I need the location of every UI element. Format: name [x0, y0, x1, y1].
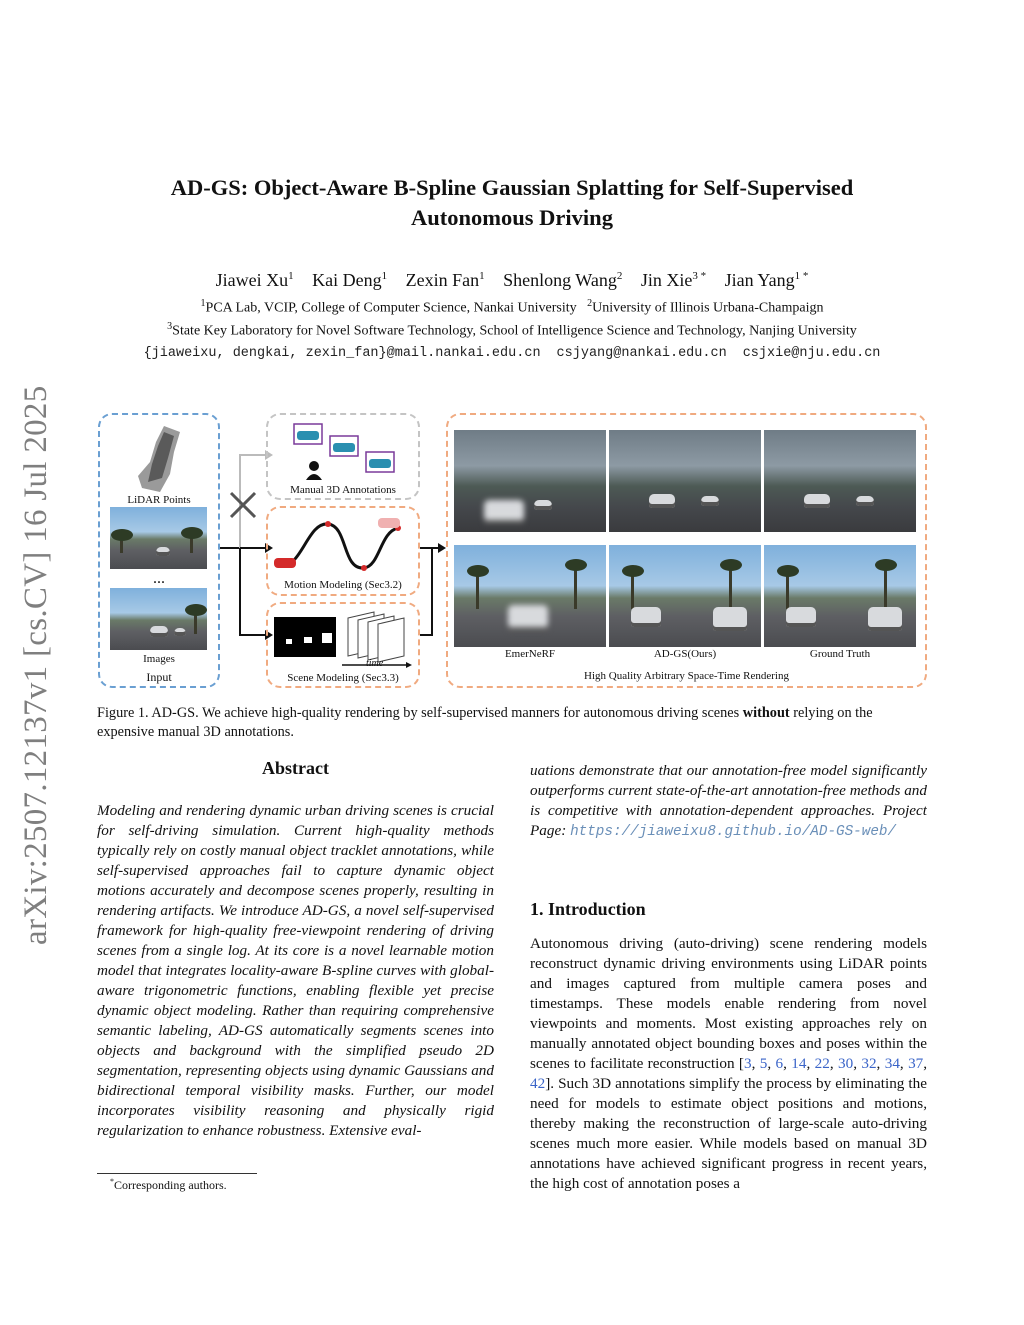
citation-link[interactable]: 37	[908, 1055, 924, 1072]
title-line-2: Autonomous Driving	[411, 205, 613, 230]
result-adgs-top	[609, 430, 761, 532]
abstract-text-right	[530, 761, 927, 861]
visibility-mask-stack-icon	[346, 610, 412, 664]
result-emernerf-top	[454, 430, 606, 532]
email-list	[60, 346, 964, 361]
footnote-rule	[97, 1173, 257, 1174]
email[interactable]: {jiaweixu, dengkai, zexin_fan}@mail.nankai.edu.cn	[143, 346, 541, 361]
column-label-adgs: AD-GS(Ours)	[653, 648, 717, 660]
citation-link[interactable]: 42	[530, 1075, 546, 1092]
author: Jin Xie$^{3 *}$	[640, 270, 707, 290]
images-label: Images	[143, 653, 175, 665]
column-label-emernerf: EmerNeRF	[504, 648, 556, 660]
result-adgs-bottom	[609, 545, 761, 647]
column-label-groundtruth: Ground Truth	[809, 648, 871, 660]
email[interactable]: csjxie@nju.edu.cn	[742, 346, 881, 361]
title-line-1: AD-GS: Object-Aware B-Spline Gaussian Splatting for Self-Supervised	[170, 175, 854, 200]
author: Zexin Fan$^1$	[405, 270, 485, 290]
affiliation-line-2: $^3$State Key Laboratory for Novel Software Technology, School of Intelligence Science and Technology, Nanjing University	[167, 321, 857, 339]
email[interactable]: csjyang@nankai.edu.cn	[556, 346, 727, 361]
result-emernerf-bottom	[454, 545, 606, 647]
input-image-1	[110, 507, 207, 569]
author: Shenlong Wang$^2$	[503, 270, 623, 290]
result-groundtruth-bottom	[764, 545, 916, 647]
citation-link[interactable]: 3	[743, 1055, 752, 1072]
abstract-text-left	[97, 801, 494, 1161]
results-label: High Quality Arbitrary Space-Time Rendering	[584, 670, 789, 682]
author: Kai Deng$^1$	[312, 270, 388, 290]
motion-modeling-label: Motion Modeling (Sec3.2)	[284, 579, 402, 591]
lidar-point-cloud-icon	[134, 422, 194, 494]
citation-link[interactable]: 6	[775, 1055, 784, 1072]
affiliation-line-1: $^1$PCA Lab, VCIP, College of Computer Science, Nankai University $^2$University of Illinois Urbana-Champaign	[200, 298, 824, 316]
citation-link[interactable]: 30	[838, 1055, 854, 1072]
cross-icon	[228, 490, 258, 520]
input-label: Input	[146, 670, 172, 684]
introduction-heading: 1. Introduction	[530, 899, 646, 919]
author-list	[100, 270, 924, 291]
result-groundtruth-top	[764, 430, 916, 532]
citation-link[interactable]: 22	[814, 1055, 830, 1072]
scene-modeling-label: Scene Modeling (Sec3.3)	[287, 672, 399, 684]
figure-1	[96, 410, 930, 692]
annotated-cars-icon	[292, 418, 402, 480]
input-image-2	[110, 588, 207, 650]
paper-title	[100, 173, 924, 233]
manual-annotations-label: Manual 3D Annotations	[290, 484, 396, 496]
segmentation-mask	[274, 617, 336, 657]
time-label: time	[366, 658, 384, 669]
introduction-text: Autonomous driving (auto-driving) scene rendering models reconstruct dynamic driving environments using LiDAR points and images captured from multiple camera poses and timestamps. These models enable rendering from novel viewpoints and moments. Most existing approaches rely on manually annotated object bounding boxes and poses within the scenes to facilitate reconstruction [3, 5, 6, 14, 22, 30, 32, 34, 37, 42]. Such 3D annotations simplify the process by eliminating the need for models to estimate object positions and motions, thereby making the reconstruction of large-scale auto-driving scenes much more easier. While models based on manual 3D annotations have achieved significant progress in recent years, the high cost of annotation poses a	[530, 935, 928, 1192]
author: Jian Yang$^{1 *}$	[724, 270, 809, 290]
citation-link[interactable]: 32	[861, 1055, 877, 1072]
project-page-link[interactable]: https://jiaweixu8.github.io/AD-GS-web/	[570, 824, 897, 840]
citation-link[interactable]: 14	[791, 1055, 807, 1072]
spline-curve-icon	[272, 514, 412, 576]
footnote: *Corresponding authors.	[110, 1177, 227, 1192]
lidar-label: LiDAR Points	[127, 494, 191, 506]
abstract-body: Modeling and rendering dynamic urban driving scenes is crucial for self-driving simulation. Current high-quality methods typically rely on costly manual object tracklet annotations, while self-supervised approaches fail to capture dynamic object motions accurately and decompose scenes properly, resulting in rendering artifacts. We introduce AD-GS, a novel self-supervised framework for high-quality free-viewpoint rendering of driving scenes from a single log. At its core is a novel learnable motion model that integrates locality-aware B-spline curves with global-aware trigonometric functions, enabling flexible yet precise dynamic object modeling. Rather than requiring comprehensive semantic labeling, AD-GS automatically segments scenes into objects and background with the simplified pseudo 2D segmentation, representing objects using dynamic Gaussians and bidirectional temporal visibility masks. Further, our model incorporates visibility reasoning and physically rigid regularization to enhance robustness. Extensive eval-	[97, 802, 494, 1139]
citation-link[interactable]: 34	[884, 1055, 900, 1072]
merge-arrow	[420, 450, 448, 650]
arxiv-stamp: arXiv:2507.12137v1 [cs.CV] 16 Jul 2025	[18, 385, 54, 945]
ellipsis-dots: ...	[153, 570, 165, 587]
abstract-continued: uations demonstrate that our annotation-free model significantly outperforms current state-of-the-art annotation-free methods and is competitive with annotation-dependent approaches. Project Page: https://jiaweixu8.github.io/AD-GS-web/	[530, 762, 927, 840]
figure-caption: Figure 1. AD-GS. We achieve high-quality rendering by self-supervised manners for autonomous driving scenes without relying on the expensive manual 3D annotations.	[97, 705, 873, 740]
citation-link[interactable]: 5	[759, 1055, 768, 1072]
abstract-heading: Abstract	[262, 758, 329, 778]
author: Jiawei Xu$^1$	[215, 270, 294, 290]
